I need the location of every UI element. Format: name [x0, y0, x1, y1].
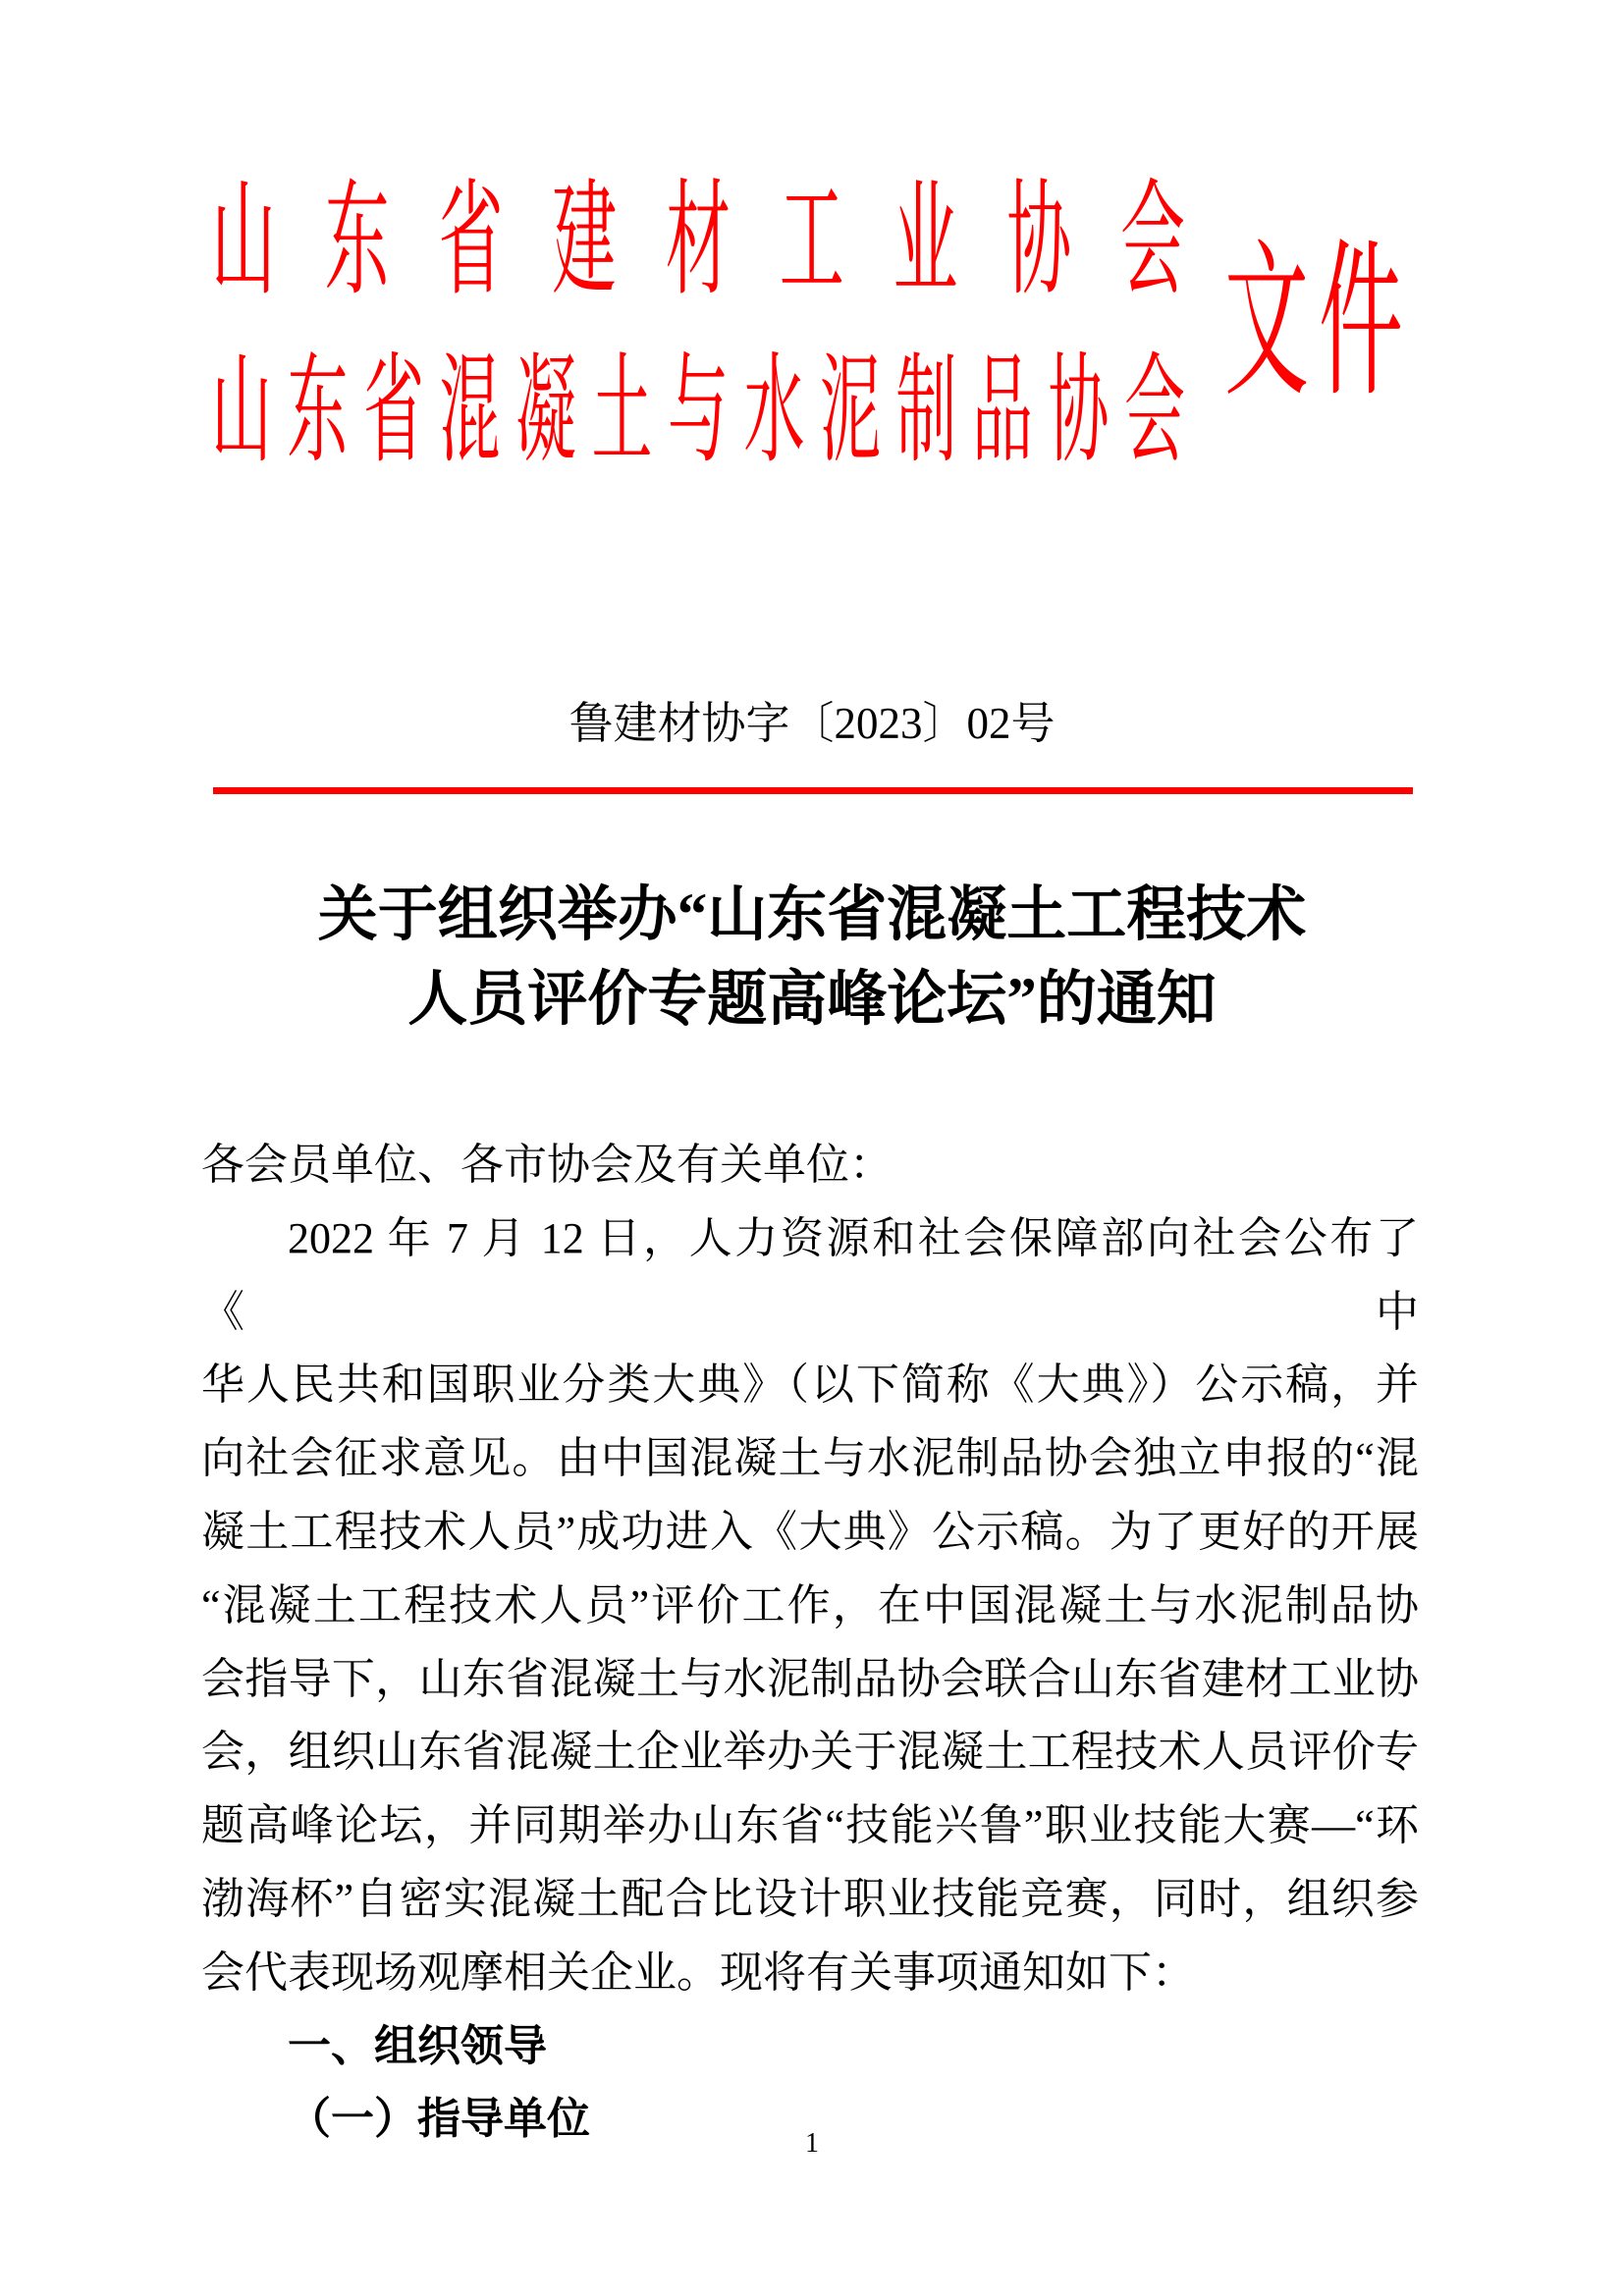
paragraph-line: 会，组织山东省混凝土企业举办关于混凝土工程技术人员评价专 [201, 1728, 1419, 1777]
paragraph-line: 题高峰论坛，并同期举办山东省“技能兴鲁”职业技能大赛—“环 [201, 1801, 1419, 1850]
page-number: 1 [805, 2128, 819, 2159]
subsection-heading: （一）指导单位 [288, 2095, 590, 2144]
red-separator-line [213, 787, 1413, 794]
salutation-line: 各会员单位、各市协会及有关单位： [201, 1141, 893, 1189]
notice-body [201, 1129, 1419, 2157]
section-heading: 一、组织领导 [288, 2021, 547, 2070]
paragraph-line: 凝土工程技术人员”成功进入《大典》公示稿。为了更好的开展 [201, 1507, 1419, 1556]
org-name-line1: 山东省建材工业协会 [211, 173, 1185, 312]
document-label: 文件 [1224, 229, 1413, 417]
paragraph-line: 向社会征求意见。由中国混凝土与水泥制品协会独立申报的“混 [201, 1434, 1419, 1483]
notice-title-line1: 关于组织举办“山东省混凝土工程技术 [317, 882, 1307, 948]
paragraph-line: 会代表现场观摩相关企业。现将有关事项通知如下： [201, 1948, 1195, 1997]
paragraph-line: 会指导下，山东省混凝土与水泥制品协会联合山东省建材工业协 [201, 1654, 1419, 1703]
paragraph-line: 2022 年 7 月 12 日，人力资源和社会保障部向社会公布了《中 [201, 1213, 1419, 1336]
paragraph-line: “混凝土工程技术人员”评价工作，在中国混凝土与水泥制品协 [201, 1580, 1419, 1629]
doc-reference-number: 鲁建材协字〔2023〕02号 [568, 699, 1056, 748]
notice-title-line2: 人员评价专题高峰论坛”的通知 [407, 967, 1217, 1033]
paragraph-line: 渤海杯”自密实混凝土配合比设计职业技能竞赛，同时，组织参 [201, 1874, 1419, 1923]
paragraph-line: 华人民共和国职业分类大典》（以下简称《大典》）公示稿，并 [201, 1361, 1419, 1410]
org-name-line2: 山东省混凝土与水泥制品协会 [211, 347, 1185, 478]
notice-title [0, 874, 1624, 1042]
